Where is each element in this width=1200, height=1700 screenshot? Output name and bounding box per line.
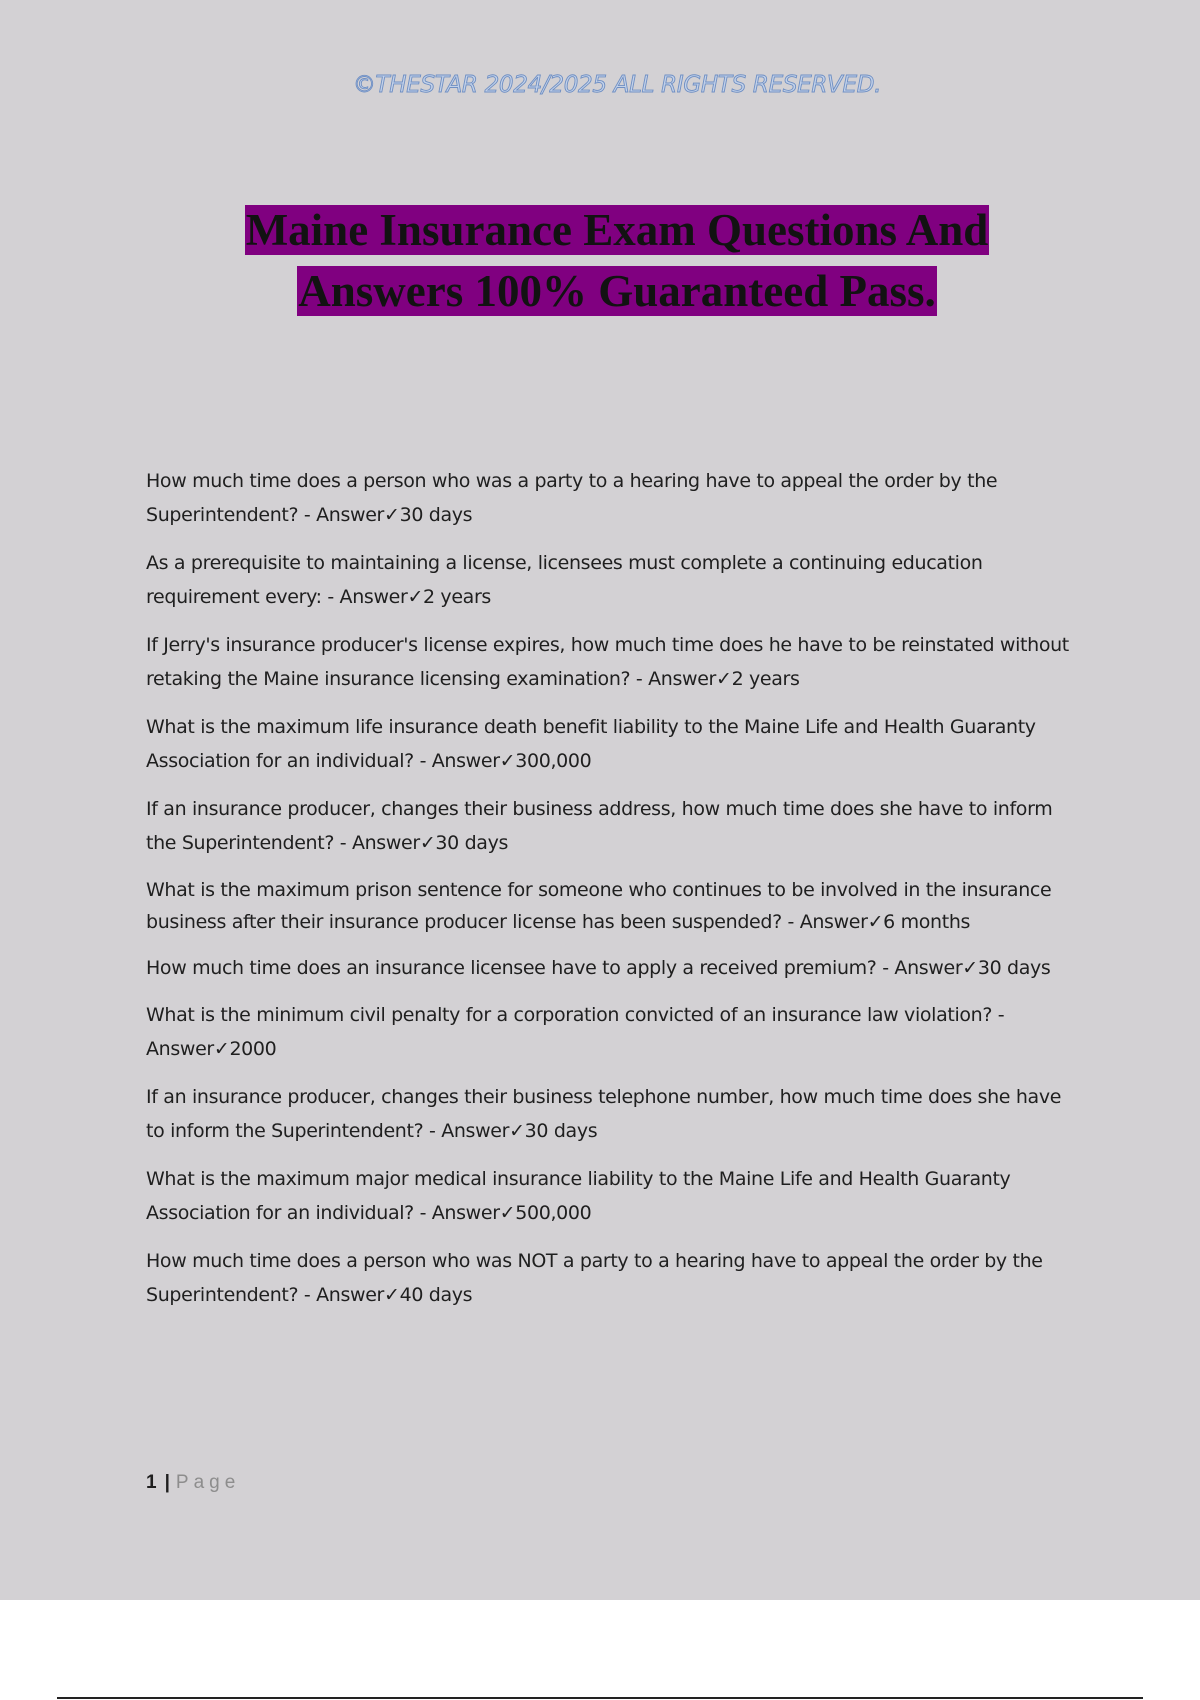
qa-item: What is the maximum prison sentence for someone who continues to be involved in the insurance business after their insurance producer license has been suspended? - Answer✓6 months xyxy=(146,879,1052,933)
question-answer-list xyxy=(146,464,1076,1326)
page-footer xyxy=(146,1473,240,1492)
page-number: 1 xyxy=(146,1472,157,1493)
document-title xyxy=(0,200,1200,322)
qa-item: If Jerry's insurance producer's license expires, how much time does he have to be reinstated without retaking the Maine insurance licensing examination? - Answer✓2 years xyxy=(146,634,1069,690)
copyright-watermark: ©THESTAR 2024/2025 ALL RIGHTS RESERVED. xyxy=(352,72,882,98)
qa-item: If an insurance producer, changes their business telephone number, how much time does she have to inform the Superintendent? - Answer✓30 days xyxy=(146,1086,1062,1142)
qa-item: If an insurance producer, changes their business address, how much time does she have to inform the Superintendent? - Answer✓30 days xyxy=(146,798,1053,854)
page-label: Page xyxy=(175,1472,241,1493)
qa-item: What is the maximum life insurance death benefit liability to the Maine Life and Health Guaranty Association for an individual? - Answer✓300,000 xyxy=(146,716,1036,772)
qa-item: What is the maximum major medical insurance liability to the Maine Life and Health Guaranty Association for an individual? - Answer✓500,000 xyxy=(146,1168,1011,1224)
qa-item: How much time does a person who was NOT a party to a hearing have to appeal the order by the Superintendent? - Answer✓40 days xyxy=(146,1250,1043,1306)
bottom-divider xyxy=(57,1697,1143,1699)
qa-item: What is the minimum civil penalty for a corporation convicted of an insurance law violation? - Answer✓2000 xyxy=(146,1004,1005,1060)
qa-item: How much time does a person who was a party to a hearing have to appeal the order by the Superintendent? - Answer✓30 days xyxy=(146,470,998,526)
footer-separator: | xyxy=(164,1472,170,1493)
qa-item: As a prerequisite to maintaining a license, licensees must complete a continuing education requirement every: - Answer✓2 years xyxy=(146,552,983,608)
title-line-2: Answers 100% Guaranteed Pass. xyxy=(298,266,936,316)
qa-item: How much time does an insurance licensee have to apply a received premium? - Answer✓30 days xyxy=(146,957,1051,979)
title-line-1: Maine Insurance Exam Questions And xyxy=(245,205,989,255)
